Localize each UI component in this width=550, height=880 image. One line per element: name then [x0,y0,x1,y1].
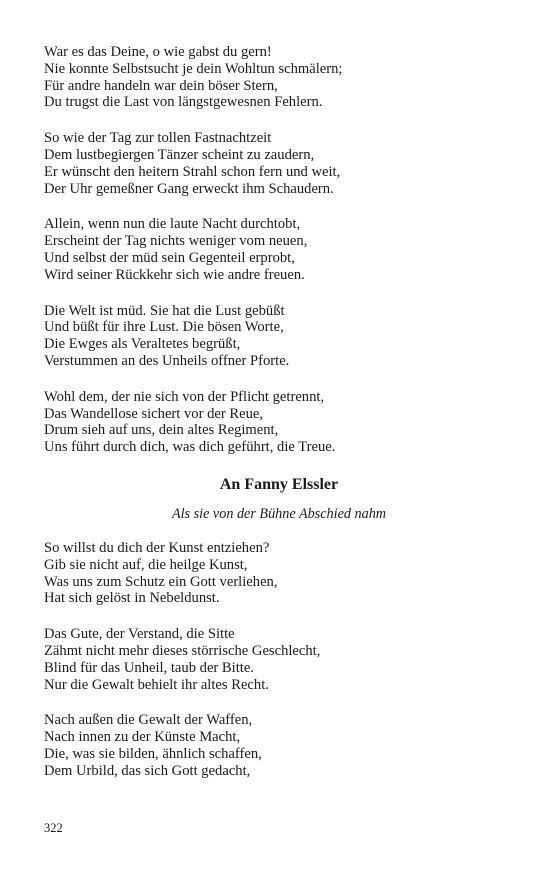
stanza [44,389,514,456]
verse-line: Wird seiner Rückkehr sich wie andre freuen. [44,266,305,283]
verse-line: Verstummen an des Unheils offner Pforte. [44,352,290,369]
verse-line: Dem lustbegiergen Tänzer scheint zu zaudern, [44,146,315,163]
verse-line: Uns führt durch dich, was dich geführt, die Treue. [44,439,336,456]
verse-line: Dem Urbild, das sich Gott gedacht, [44,762,251,779]
stanza [44,303,514,370]
verse-line: Du trugst die Last von längstgewesnen Fehlern. [44,94,323,111]
verse-line: Was uns zum Schutz ein Gott verliehen, [44,573,278,590]
verse-line: Gib sie nicht auf, die heilge Kunst, [44,556,248,573]
stanza [44,712,514,779]
poem-continued [44,44,514,456]
verse-line: Die, was sie bilden, ähnlich schaffen, [44,745,262,762]
verse-line: Drum sieh auf uns, dein altes Regiment, [44,422,279,439]
verse-line: Zähmt nicht mehr dieses störrische Geschlecht, [44,642,321,659]
poem-title: An Fanny Elssler [219,475,339,493]
stanza [44,626,514,693]
verse-line: Hat sich gelöst in Nebeldunst. [44,590,220,607]
verse-line: Nach innen zu der Künste Macht, [44,729,241,746]
stanza [44,216,514,283]
page-content [44,44,514,799]
verse-line: Für andre handeln war dein böser Stern, [44,77,278,94]
verse-line: Nur die Gewalt behielt ihr altes Recht. [44,676,269,693]
verse-line: So willst du dich der Kunst entziehen? [44,539,270,556]
verse-line: Allein, wenn nun die laute Nacht durchtobt, [44,216,301,233]
verse-line: Das Wandellose sichert vor der Reue, [44,405,264,422]
stanza [44,540,514,607]
verse-line: War es das Deine, o wie gabst du gern! [44,44,272,60]
verse-line: Nach außen die Gewalt der Waffen, [44,712,253,729]
verse-line: Erscheint der Tag nichts weniger vom neuen, [44,233,308,250]
verse-line: Das Gute, der Verstand, die Sitte [44,626,235,643]
poem-subtitle: Als sie von der Bühne Abschied nahm [171,505,387,522]
stanza [44,130,514,197]
poem-an-fanny-elssler [44,475,514,780]
verse-line: Und büßt für ihre Lust. Die bösen Worte, [44,319,284,336]
stanza [44,44,514,111]
verse-line: Er wünscht den heitern Strahl schon fern und weit, [44,163,341,180]
page-number: 322 [44,821,63,835]
verse-line: So wie der Tag zur tollen Fastnachtzeit [44,130,272,147]
verse-line: Der Uhr gemeßner Gang erweckt ihm Schaudern. [44,180,334,197]
verse-line: Und selbst der müd sein Gegenteil erprobt, [44,249,295,266]
verse-line: Nie konnte Selbstsucht je dein Wohltun schmälern; [44,60,343,77]
verse-line: Blind für das Unheil, taub der Bitte. [44,659,254,676]
verse-line: Die Welt ist müd. Sie hat die Lust gebüßt [44,302,285,319]
verse-line: Die Ewges als Veraltetes begrüßt, [44,336,241,353]
verse-line: Wohl dem, der nie sich von der Pflicht getrennt, [44,388,325,405]
